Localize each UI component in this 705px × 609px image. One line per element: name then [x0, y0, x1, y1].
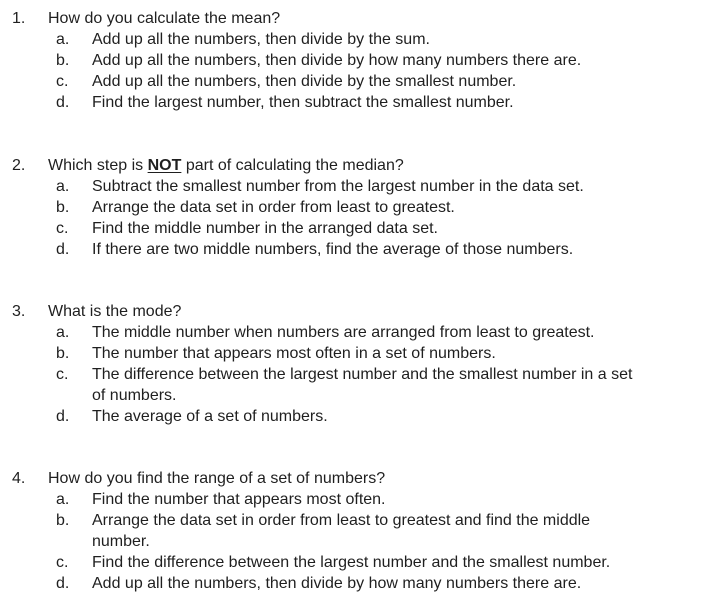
option-letter: b.: [56, 345, 70, 362]
option-letter: a.: [56, 491, 70, 508]
option-text: Find the middle number in the arranged data set.: [92, 220, 438, 237]
question-number: 3.: [12, 303, 26, 320]
question-number: 1.: [12, 10, 26, 27]
emphasis-not: NOT: [147, 157, 182, 174]
question-number: 4.: [12, 470, 26, 487]
question-text: [48, 155, 404, 176]
option-letter: c.: [56, 73, 69, 90]
option-letter: c.: [56, 220, 69, 237]
option-letter: b.: [56, 199, 70, 216]
option-text: Arrange the data set in order from least to greatest.: [92, 199, 455, 216]
question-text-after: part of calculating the median?: [181, 157, 404, 174]
option-text-continued: number.: [92, 533, 150, 550]
option-letter: a.: [56, 324, 70, 341]
option-letter: d.: [56, 241, 70, 258]
option-text: The middle number when numbers are arranged from least to greatest.: [92, 324, 595, 341]
option-letter: b.: [56, 512, 70, 529]
option-text: Subtract the smallest number from the largest number in the data set.: [92, 178, 584, 195]
option-text: Add up all the numbers, then divide by how many numbers there are.: [92, 52, 582, 69]
option-text: Add up all the numbers, then divide by how many numbers there are.: [92, 575, 582, 592]
option-text: Find the largest number, then subtract the smallest number.: [92, 94, 514, 111]
question-text: What is the mode?: [48, 303, 182, 320]
question-text: How do you find the range of a set of numbers?: [48, 470, 386, 487]
option-text: Find the difference between the largest number and the smallest number.: [92, 554, 611, 571]
option-letter: d.: [56, 575, 70, 592]
option-letter: a.: [56, 178, 70, 195]
option-text: Add up all the numbers, then divide by the sum.: [92, 31, 430, 48]
option-text: The number that appears most often in a set of numbers.: [92, 345, 496, 362]
option-text: The average of a set of numbers.: [92, 408, 328, 425]
question-text-before: Which step is: [48, 157, 148, 174]
option-letter: c.: [56, 366, 69, 383]
option-text: Find the number that appears most often.: [92, 491, 386, 508]
option-text: Arrange the data set in order from least to greatest and find the middle: [92, 512, 591, 529]
option-text: The difference between the largest number and the smallest number in a set: [92, 366, 633, 383]
option-text: Add up all the numbers, then divide by the smallest number.: [92, 73, 517, 90]
option-text-continued: of numbers.: [92, 387, 177, 404]
option-text: If there are two middle numbers, find the average of those numbers.: [92, 241, 574, 258]
option-letter: d.: [56, 94, 70, 111]
option-letter: a.: [56, 31, 70, 48]
question-number: 2.: [12, 157, 26, 174]
option-letter: c.: [56, 554, 69, 571]
option-letter: d.: [56, 408, 70, 425]
question-text: How do you calculate the mean?: [48, 10, 281, 27]
option-letter: b.: [56, 52, 70, 69]
